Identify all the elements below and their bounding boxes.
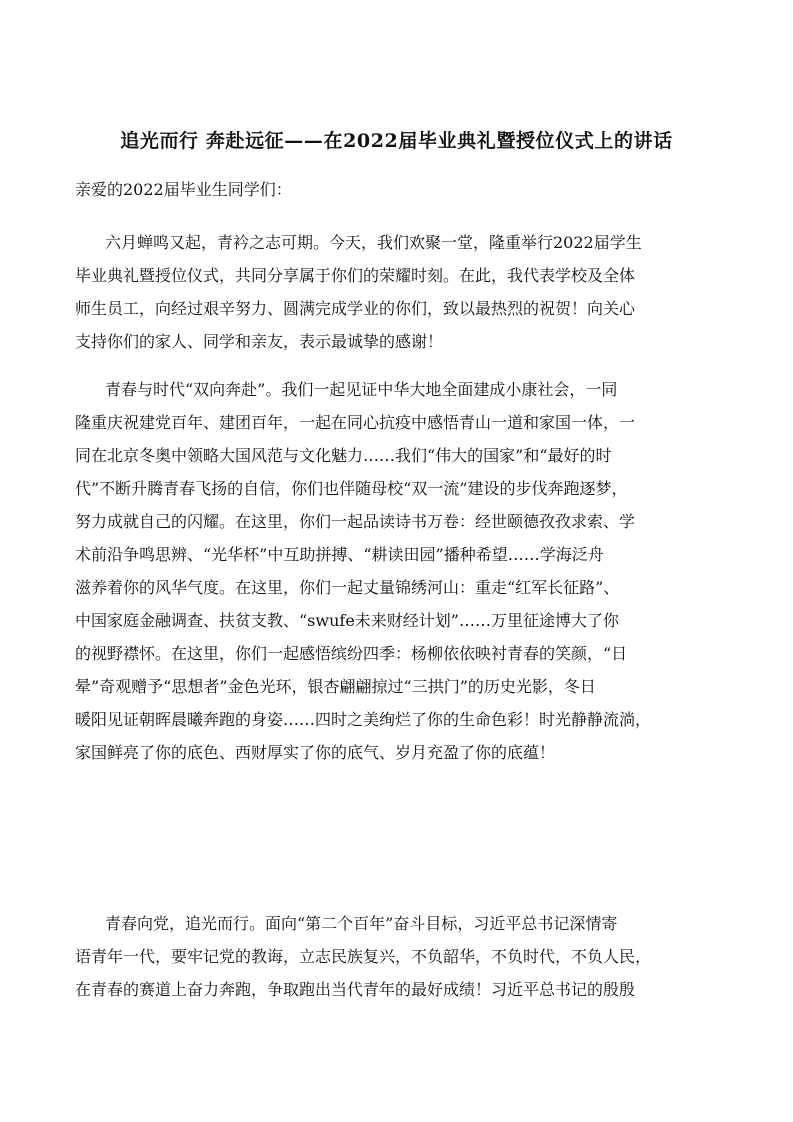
- paragraph-line: 隆重庆祝建党百年、建团百年，一起在同心抗疫中感悟青山一道和家国一体，一: [75, 413, 636, 432]
- paragraph-line: 家国鲜亮了你的底色、西财厚实了你的底气、岁月充盈了你的底蕴！: [75, 743, 556, 762]
- paragraph-line: 青春与时代“双向奔赴”。我们一起见证中华大地全面建成小康社会，一同: [105, 380, 618, 399]
- paragraph-1: [75, 226, 731, 358]
- paragraph-line: 同在北京冬奥中领略大国风范与文化魅力……我们“伟大的国家”和“最好的时: [75, 446, 612, 465]
- paragraph-line: 支持你们的家人、同学和亲友，表示最诚挚的感谢！: [75, 332, 444, 351]
- paragraph-line: 语青年一代，要牢记党的教诲，立志民族复兴，不负韶华，不负时代，不负人民，: [75, 947, 652, 966]
- paragraph-line: 毕业典礼暨授位仪式，共同分享属于你们的荣耀时刻。在此，我代表学校及全体: [75, 266, 636, 285]
- paragraph-2: [75, 373, 731, 769]
- paragraph-line: 术前沿争鸣思辨、“光华杯”中互助拼搏、“耕读田园”播种希望……学海泛舟: [75, 545, 604, 564]
- salutation: 亲爱的2022届毕业生同学们：: [75, 180, 292, 199]
- document-title: 追光而行 奔赴远征——在2022届毕业典礼暨授位仪式上的讲话: [120, 130, 673, 152]
- paragraph-line: 滋养着你的风华气度。在这里，你们一起丈量锦绣河山：重走“红军长征路”、: [75, 578, 620, 597]
- paragraph-line: 青春向党，追光而行。面向“第二个百年”奋斗目标，习近平总书记深情寄: [105, 914, 618, 933]
- paragraph-line: 努力成就自己的闪耀。在这里，你们一起品读诗书万卷：经世颐德孜孜求索、学: [75, 512, 636, 531]
- paragraph-line: 六月蝉鸣又起，青衿之志可期。今天，我们欢聚一堂，隆重举行2022届学生: [105, 233, 642, 252]
- paragraph-line: 在青春的赛道上奋力奔跑，争取跑出当代青年的最好成绩！习近平总书记的殷殷: [75, 980, 636, 999]
- paragraph-line: 代”不断升腾青春飞扬的自信，你们也伴随母校“双一流”建设的步伐奔跑逐梦，: [75, 479, 628, 498]
- paragraph-line: 中国家庭金融调查、扶贫支教、“swufe未来财经计划”……万里征途博大了你: [75, 611, 619, 630]
- paragraph-line: 晕”奇观赠予“思想者”金色光环，银杏翩翩掠过“三拱门”的历史光影，冬日: [75, 677, 596, 696]
- paragraph-line: 暖阳见证朝晖晨曦奔跑的身姿……四时之美绚烂了你的生命色彩！时光静静流淌，: [75, 710, 652, 729]
- paragraph-3: [75, 907, 731, 1006]
- paragraph-line: 师生员工，向经过艰辛努力、圆满完成学业的你们，致以最热烈的祝贺！向关心: [75, 299, 636, 318]
- paragraph-line: 的视野襟怀。在这里，你们一起感悟缤纷四季：杨柳依依映衬青春的笑颜，“日: [75, 644, 628, 663]
